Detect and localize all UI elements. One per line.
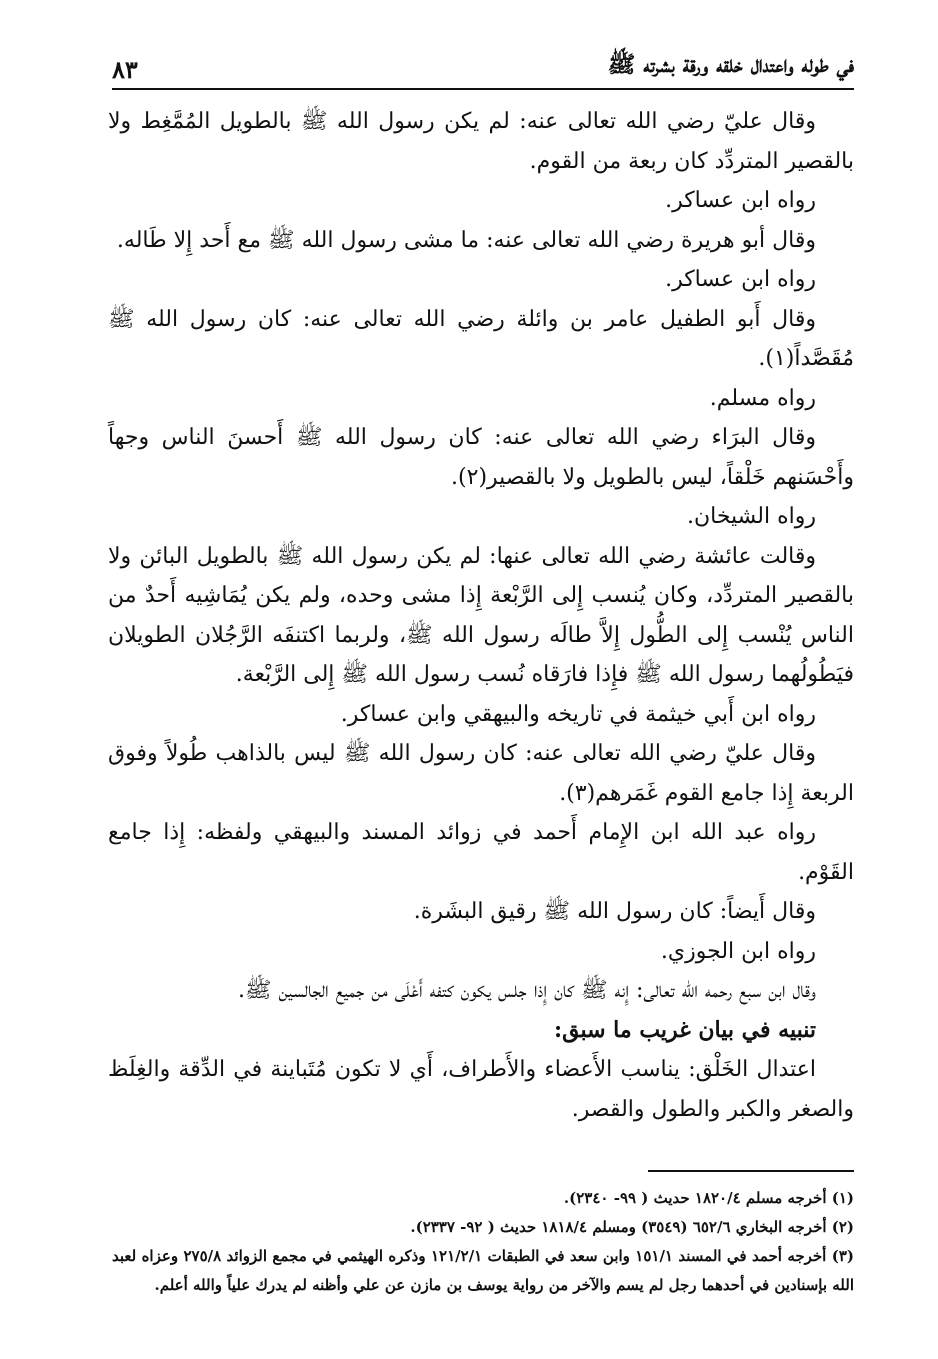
source-line: رواه ابن عساكر. [665, 188, 816, 213]
footnote-divider [648, 1170, 854, 1172]
paragraph-ali-1: وقال عليّ رضي الله تعالى عنه: لم يكن رسول الله ﷺ بالطويل المُمَّغِط ولا بالقصير المتردِّد كان ربعة من القوم. [108, 109, 854, 174]
footnote-1: (١) أخرجه مسلم ١٨٢٠/٤ حديث ( ٩٩- ٢٣٤٠). [563, 1189, 854, 1207]
running-head [112, 40, 854, 90]
paragraph-ali-2: وقال عليّ رضي الله تعالى عنه: كان رسول الله ﷺ ليس بالذاهب طُولاً وفوق الربعة إِذا جامع القوم غَمَرهم(٣). [108, 741, 854, 806]
main-text [108, 102, 854, 1129]
notice-text: اعتدال الخَلْق: يناسب الأَعضاء والأَطراف، أَي لا تكون مُتَباينة في الدِّقة والغِلَظ والصغر والكبر والطول والقصر. [108, 1057, 854, 1122]
paragraph-ali-3: وقال أَيضاً: كان رسول الله ﷺ رقيق البشَرة. [413, 899, 816, 924]
paragraph-aisha: وقالت عائشة رضي الله تعالى عنها: لم يكن رسول الله ﷺ بالطويل البائن ولا بالقصير المتردِّد، وكان يُنسب إِلى الرَّبْعة إِذا مشى وحده، ولم يكن يُمَاشِيه أَحدٌ من الناس يُنْسب إِلى الطُّول إِلاَّ طالَه رسول الله ﷺ، ولربما اكتنفَه الرَّجُلان الطويلان فيَطُولُهما رسول الله ﷺ فإِذا فارَقاه نُسب رسول الله ﷺ إِلى الرَّبْعة. [108, 543, 854, 687]
source-line: رواه عبد الله ابن الإِمام أَحمد في زوائد المسند والبيهقي ولفظه: إِذا جامع القَوْم. [108, 820, 854, 885]
running-title: في طوله واعتدال خلقه ورقة بشرته ﷺ [607, 51, 854, 78]
notice-heading: تنبيه في بيان غريب ما سبق: [553, 1016, 816, 1043]
footnotes [112, 1184, 854, 1300]
paragraph-bara: وقال البرَاء رضي الله تعالى عنه: كان رسول الله ﷺ أَحسنَ الناس وجهاً وأَحْسَنهم خَلْقاً، ليس بالطويل ولا بالقصير(٢). [108, 425, 854, 490]
footnote-3: (٣) أخرجه أحمد في المسند ١٥١/١ وابن سعد في الطبقات ١٢١/٢/١ وذكره الهيثمي في مجمع الزوائد ٢٧٥/٨ وعزاه لعبد الله بإسنادين في أحدهما رجل لم يسم والآخر من رواية يوسف بن مازن عن علي وأظنه لم يدرك علياً والله أعلم. [112, 1247, 854, 1294]
footnote-2: (٢) أخرجه البخاري ٦٥٢/٦ (٣٥٤٩) ومسلم ١٨١٨/٤ حديث ( ٩٢- ٢٣٣٧). [410, 1218, 854, 1236]
source-line: رواه ابن عساكر. [665, 267, 816, 292]
source-line: رواه ابن الجوزي. [660, 938, 816, 964]
source-line: رواه مسلم. [709, 385, 816, 411]
paragraph-ibn-sab: وقال ابن سبع رحمه الله تعالى: إِنه ﷺ كان إِذا جلس يكون كتفه أَعْلَى من جميع الجالسين ﷺ. [237, 978, 816, 1003]
paragraph-abu-hurayra: وقال أبو هريرة رضي الله تعالى عنه: ما مشى رسول الله ﷺ مع أَحد إِلا طَاله. [116, 227, 816, 253]
source-line: رواه ابن أَبي خيثمة في تاريخه والبيهقي وابن عساكر. [340, 701, 816, 727]
source-line: رواه الشيخان. [686, 504, 816, 529]
paragraph-abu-tufayl: وقال أَبو الطفيل عامر بن وائلة رضي الله تعالى عنه: كان رسول الله ﷺ مُقَصَّداً(١). [108, 306, 854, 371]
page-number: ٨٣ [112, 55, 138, 84]
